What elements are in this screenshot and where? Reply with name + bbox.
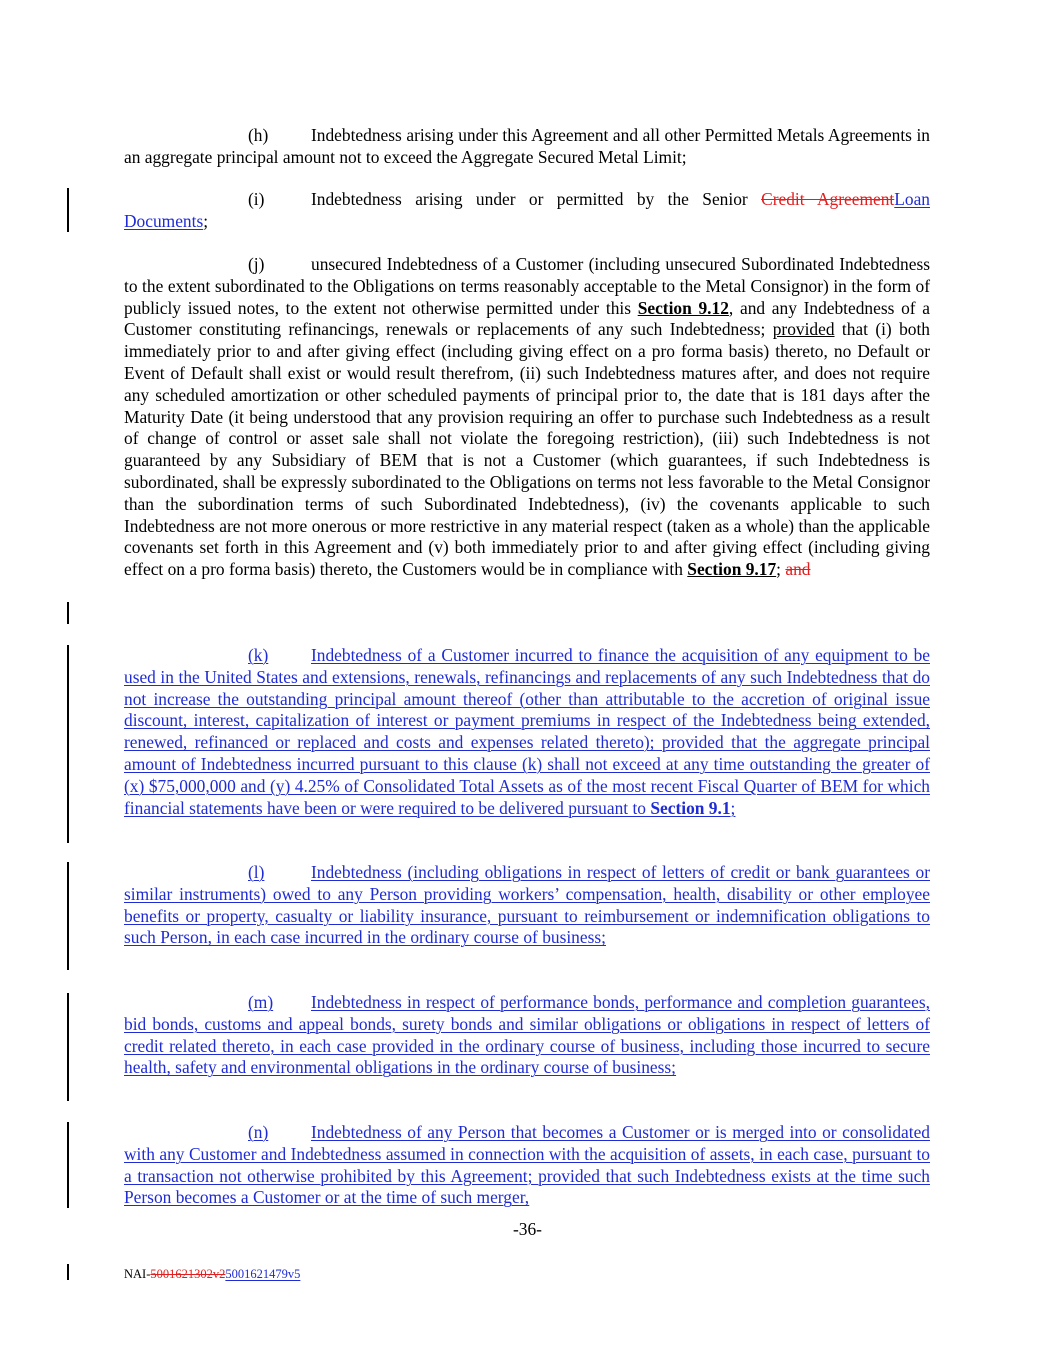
page-number: -36- (513, 1219, 542, 1239)
change-bar (67, 645, 69, 843)
inserted-text: Indebtedness (including obligations in respect of letters of credit or bank guarantees or similar instruments) owed to any Person providing workers’ compensation, health, disability or other employee benefits or property, casualty or liability insurance, pursuant to reimbursement or indemnification obligations to such Person, in each case incurred in the ordinary course of business; (124, 862, 930, 948)
document-footer (124, 1267, 300, 1282)
inserted-text: Indebtedness in respect of performance bonds, performance and completion guarantees, bid bonds, customs and appeal bonds, surety bonds and similar obligations or obligations in respect of letters of credit related thereto, in each case provided in the ordinary course of business, including those incurred to secure health, safety and environmental obligations in the ordinary course of business; (124, 992, 930, 1078)
change-bar (67, 188, 69, 232)
clause-text: , and any Indebtedness of a Customer constituting refinancings, renewals or replacements of any such Indebtedness; (124, 297, 930, 340)
deleted-text: Credit Agreement (761, 189, 895, 209)
clause-text: Indebtedness arising under or permitted by the Senior (311, 189, 762, 209)
section-reference: Section 9.12 (637, 297, 729, 318)
change-bar (67, 602, 69, 624)
clause-m (124, 992, 930, 1079)
clause-label: (h) (248, 125, 269, 145)
clause-text-end: ; (203, 210, 209, 231)
clause-label: (m) (248, 992, 274, 1012)
change-bar (67, 862, 69, 970)
clause-n (124, 1122, 930, 1209)
provided-term: provided (772, 319, 835, 340)
clause-label: (l) (248, 862, 265, 882)
inserted-text: Loan Documents (124, 189, 930, 231)
clause-text: ; (776, 559, 786, 580)
change-bar (67, 1122, 69, 1208)
footer-prefix: NAI- (124, 1267, 151, 1281)
inserted-text: Indebtedness of any Person that becomes a Customer or is merged into or consolidated with any Customer and Indebtedness assumed in connection with the acquisition of assets, in each case, pursuant to a transaction not otherwise prohibited by this Agreement; provided that such Indebtedness exists at the time such Person becomes a Customer or at the time of such merger, (124, 1122, 930, 1208)
clause-label: (i) (248, 189, 265, 209)
deleted-text: and (785, 559, 811, 580)
clause-l (124, 862, 930, 949)
inserted-text-end: ; (730, 797, 736, 818)
clause-text: Indebtedness arising under this Agreement and all other Permitted Metals Agreements in an aggregate principal amount not to exceed the Aggregate Secured Metal Limit; (124, 125, 930, 167)
change-bar (67, 1264, 69, 1280)
section-reference: Section 9.17 (687, 559, 777, 580)
clause-i (124, 189, 930, 233)
section-reference: Section 9.1 (650, 797, 731, 818)
clause-h (124, 125, 930, 169)
deleted-doc-id: 5001621302v2 (150, 1267, 226, 1281)
clause-label: (k) (248, 645, 269, 665)
change-bar (67, 993, 69, 1101)
clause-text: that (i) both immediately prior to and after giving effect (including giving effect on a pro forma basis) thereto, no Default or Event of Default shall exist or would result therefrom, (ii) such Indebtedness matures after, and does not require any scheduled amortization or other scheduled payments of principal prior to, the date that is 181 days after the Maturity Date (it being understood that any provision requiring an offer to purchase such Indebtedness as a result of change of control or asset sale shall not violate the foregoing restriction), (iii) such Indebtedness is not guaranteed by any Subsidiary of BEM that is not a Customer (which guarantees, if such Indebtedness is subordinated, shall be expressly subordinated to the Obligations on terms not less favorable to the Metal Consignor than the subordination terms of such Subordinated Indebtedness), (iv) the covenants applicable to such Indebtedness are not more onerous or more restrictive in any material respect (taken as a whole) than the applicable covenants set forth in this Agreement and (v) both immediately prior to and after giving effect (including giving effect on a pro forma basis) thereto, the Customers would be in compliance with (124, 319, 930, 580)
inserted-doc-id: 5001621479v5 (225, 1267, 301, 1281)
clause-label: (n) (248, 1122, 269, 1142)
clause-text: unsecured Indebtedness of a Customer (including unsecured Subordinated Indebtedness to the extent subordinated to the Obligations on terms reasonably acceptable to the Metal Consignor) in the form of publicly issued notes, to the extent not otherwise permitted under this (124, 254, 930, 318)
clause-k (124, 645, 930, 819)
clause-j (124, 254, 930, 581)
clause-label: (j) (248, 254, 265, 274)
inserted-text: Indebtedness of a Customer incurred to finance the acquisition of any equipment to be used in the United States and extensions, renewals, refinancings and replacements of any such Indebtedness that do not increase the outstanding principal amount thereof (other than attributable to the accretion of original issue discount, interest, capitalization of interest or payment premiums in respect of the Indebtedness being extended, renewed, refinanced or replaced and costs and expenses related thereto); provided that the aggregate principal amount of Indebtedness incurred pursuant to this clause (k) shall not exceed at any time outstanding the greater of (x) $75,000,000 and (y) 4.25% of Consolidated Total Assets as of the most recent Fiscal Quarter of BEM for which financial statements have been or were required to be delivered pursuant to (124, 645, 930, 818)
